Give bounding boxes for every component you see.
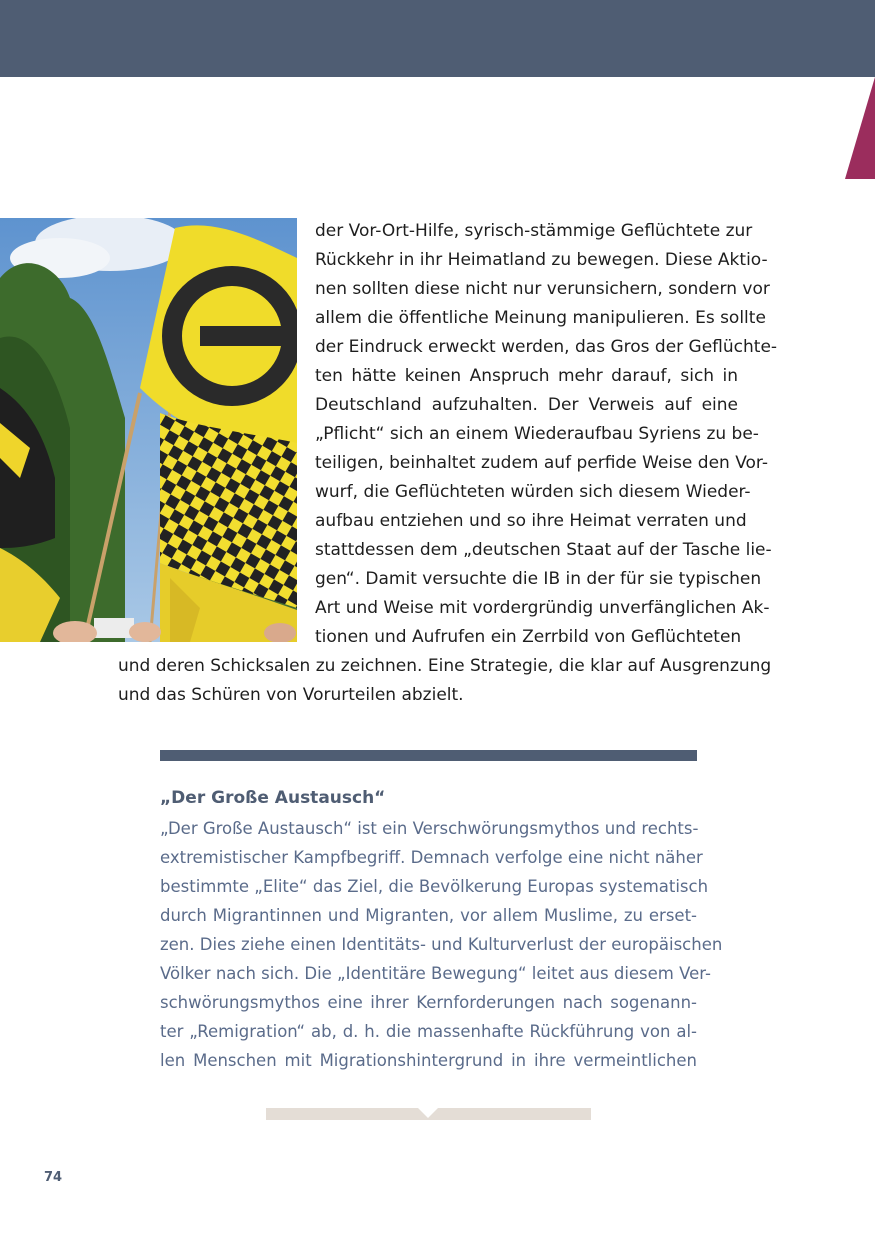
body-line: allem die öffentliche Meinung manipulieren. Es sollte [315,308,766,328]
flags-photo [0,218,297,642]
body-line: Deutschland aufzuhalten. Der Verweis auf eine [315,395,738,415]
body-line: aufbau entziehen und so ihre Heimat verraten und [315,511,747,531]
body-line: Art und Weise mit vordergründig unverfänglichen Ak- [315,598,770,618]
info-box-line: Völker nach sich. Die „Identitäre Bewegung“ leitet aus diesem Ver- [160,964,711,983]
info-box-title: „Der Große Austausch“ [160,788,386,808]
body-line: stattdessen dem „deutschen Staat auf der Tasche lie- [315,540,772,560]
body-line: nen sollten diese nicht nur verunsichern, sondern vor [315,279,770,299]
page-number: 74 [44,1170,63,1185]
body-line: teiligen, beinhaltet zudem auf perfide Weise den Vor- [315,453,768,473]
body-line: gen“. Damit versuchte die IB in der für sie typischen [315,569,762,589]
info-box-line: len Menschen mit Migrationshintergrund in ihre vermeintlichen [160,1051,697,1070]
body-line: wurf, die Geflüchteten würden sich diesem Wieder- [315,482,751,502]
body-line: „Pflicht“ sich an einem Wiederaufbau Syriens zu be- [315,424,759,444]
body-line: tionen und Aufrufen ein Zerrbild von Geflüchteten [315,627,742,647]
info-box-line: zen. Dies ziehe einen Identitäts- und Kulturverlust der europäischen [160,935,723,954]
body-line: und deren Schicksalen zu zeichnen. Eine Strategie, die klar auf Ausgrenzung [118,656,772,676]
body-line: ten hätte keinen Anspruch mehr darauf, sich in [315,366,738,386]
body-line: Rückkehr in ihr Heimatland zu bewegen. Diese Aktio- [315,250,768,270]
corner-tab-icon [845,77,875,179]
info-box-line: durch Migrantinnen und Migranten, vor allem Muslime, zu erset- [160,906,697,925]
body-line: der Eindruck erweckt werden, das Gros der Geflüchte- [315,337,778,357]
continuation-notch-icon [266,1108,591,1120]
info-box-line: ter „Remigration“ ab, d. h. die massenhafte Rückführung von al- [160,1022,697,1041]
header-band [0,0,875,77]
info-box-line: extremistischer Kampfbegriff. Demnach verfolge eine nicht näher [160,848,703,867]
info-box-line: schwörungsmythos eine ihrer Kernforderungen nach sogenann- [160,993,697,1012]
info-box-line: bestimmte „Elite“ das Ziel, die Bevölkerung Europas systematisch [160,877,709,896]
body-line: und das Schüren von Vorurteilen abzielt. [118,685,464,705]
body-line: der Vor-Ort-Hilfe, syrisch-stämmige Geflüchtete zur [315,221,753,241]
info-box-line: „Der Große Austausch“ ist ein Verschwörungsmythos und rechts- [160,819,699,838]
info-box-bar [160,750,697,761]
